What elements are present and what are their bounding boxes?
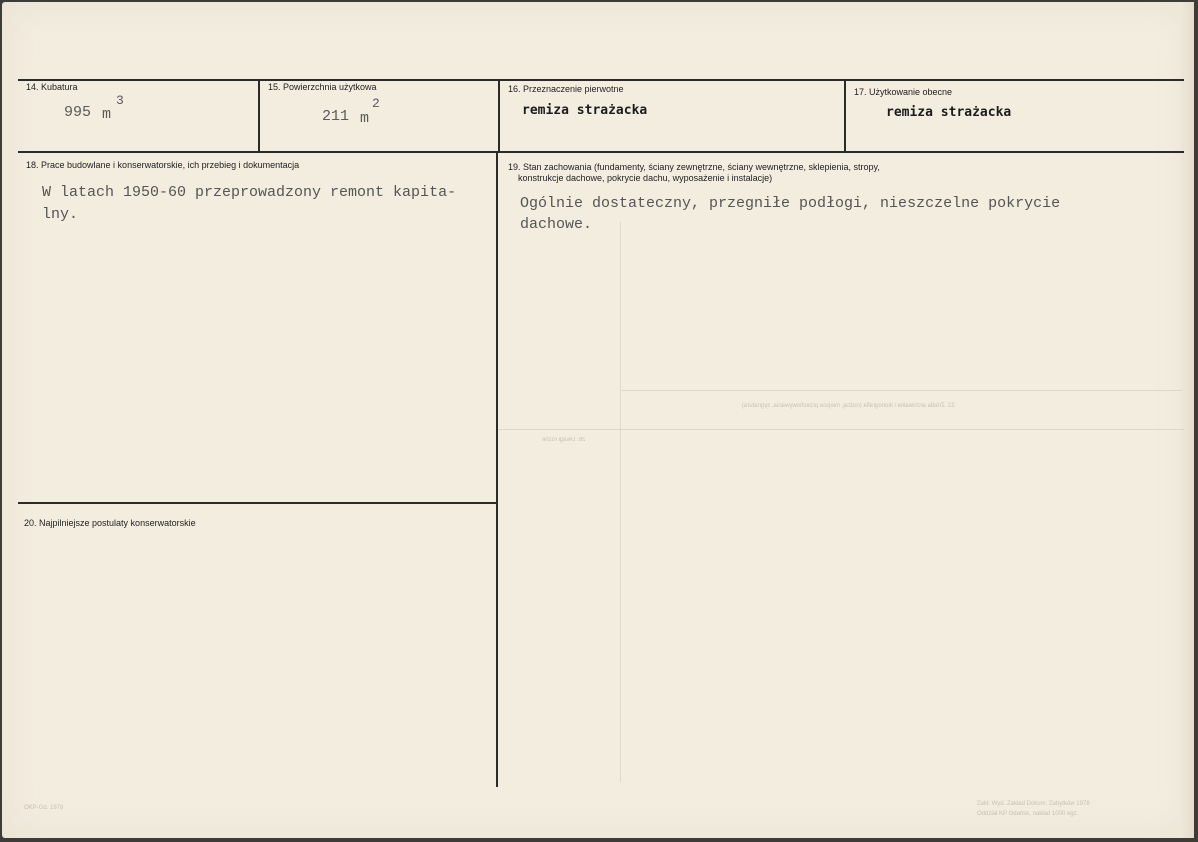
printer-imprint-left: OKP-Gd. 1978 [24,805,64,811]
record-card [2,2,1194,838]
bleed-through-text-2: 26. Uwagi różne [542,437,586,443]
divider-14-15 [258,79,260,151]
field-19-label-line-2: konstrukcje dachowe, pokrycie dachu, wyposażenie i instalacje) [518,173,773,183]
field-16-value: remiza strażacka [522,103,648,118]
field-14-value: 995 [64,104,92,121]
field-17-label: 17. Użytkowanie obecne [854,87,953,97]
field-14-exponent: 3 [116,93,124,108]
field-18-label: 18. Prace budowlane i konserwatorskie, ich przebieg i dokumentacja [26,160,300,170]
top-rule [18,79,1184,81]
center-divider [496,153,498,787]
field-19-label-line-1: 19. Stan zachowania (fundamenty, ściany zewnętrzne, ściany wewnętrzne, sklepienia, stropy, [508,162,880,172]
field-16-label: 16. Przeznaczenie pierwotne [508,84,624,94]
section-18-bottom-rule [18,502,496,504]
field-15-value: 211 [322,108,350,125]
printer-imprint-1: Zakł. Wyd. Zakład Dokum. Zabytków 1978 [977,801,1090,807]
ghost-line-h2 [622,390,1182,391]
field-15-unit: m [360,110,370,127]
field-18-text-line-2: lny. [42,206,79,223]
field-19-text-line-1: Ogólnie dostateczny, przegniłe podłogi, nieszczelne pokrycie [520,195,1061,212]
field-17-value: remiza strażacka [886,105,1012,120]
card-edge [1180,2,1194,838]
bleed-through-text-1: 22. Źródła archiwalne i ikonografia (rodzaj, miejsce przechowywania, sygnatura) [742,403,955,409]
printer-imprint-2: Oddział KP Gdańsk, nakład 1000 egz. [977,811,1079,817]
field-18-text-line-1: W latach 1950-60 przeprowadzony remont kapita- [42,184,457,201]
field-14-unit: m [102,106,112,123]
divider-16-17 [844,79,846,151]
field-14-label: 14. Kubatura [26,82,78,92]
ghost-line-v [620,222,621,782]
row1-bottom-rule [18,151,1184,153]
field-20-label: 20. Najpilniejsze postulaty konserwatorskie [24,518,196,528]
ghost-line-h [498,429,1184,430]
field-19-text-line-2: dachowe. [520,216,593,233]
field-15-label: 15. Powierzchnia użytkowa [268,82,377,92]
field-15-exponent: 2 [372,96,380,111]
divider-15-16 [498,79,500,151]
